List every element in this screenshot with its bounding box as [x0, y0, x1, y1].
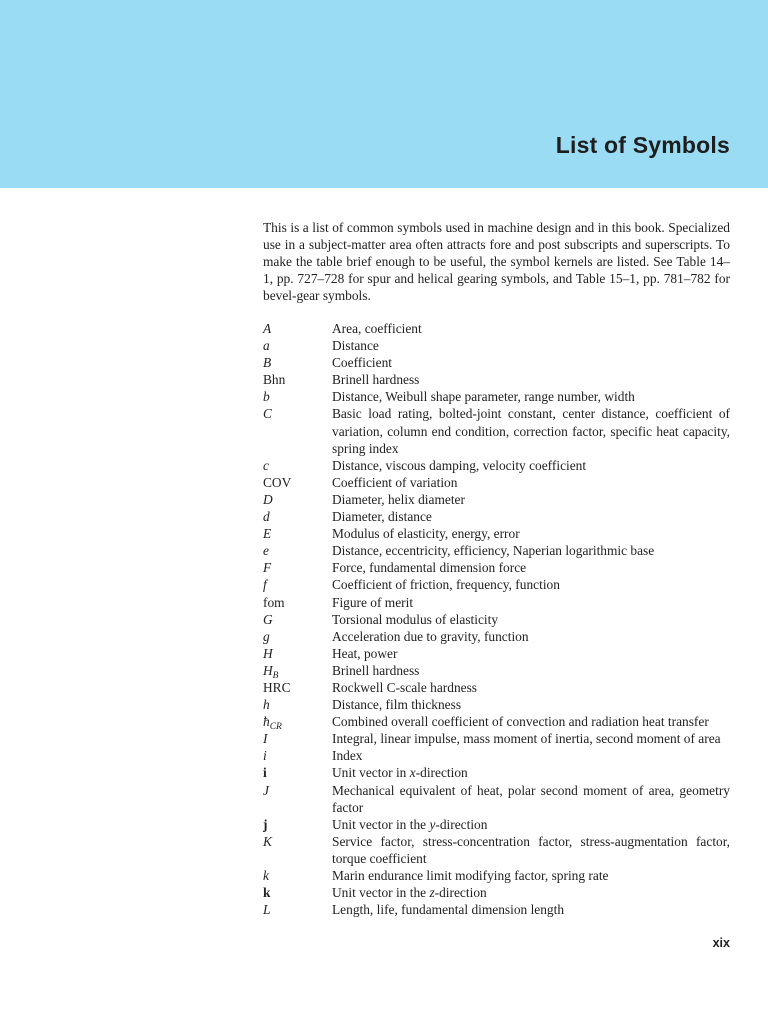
symbol-kernel: [263, 405, 332, 422]
symbol-row: [263, 491, 730, 508]
symbol-kernel: [263, 730, 332, 747]
text-run: Distance, film thickness: [332, 697, 462, 713]
text-run: x: [409, 765, 416, 781]
text-run: HRC: [263, 679, 291, 695]
text-run: g: [263, 628, 270, 644]
text-run: Heat, power: [332, 645, 398, 661]
symbol-row: [263, 730, 730, 747]
symbol-description: [332, 354, 730, 371]
symbol-kernel: [263, 696, 332, 713]
symbol-row: [263, 576, 730, 593]
symbol-description: [332, 320, 730, 337]
text-run: Unit vector in the: [332, 885, 430, 901]
text-run: Service factor, stress-concentration factor, stress-augmentation factor, torque coefficient: [332, 833, 730, 866]
symbol-kernel: [263, 901, 332, 918]
text-run: Rockwell C-scale hardness: [332, 679, 478, 695]
symbol-kernel: [263, 628, 332, 645]
page-title: List of Symbols: [555, 132, 730, 158]
text-run: a: [263, 338, 270, 354]
text-run: F: [263, 560, 272, 576]
symbol-row: [263, 816, 730, 833]
text-run: I: [263, 731, 268, 747]
text-run: b: [263, 389, 270, 405]
text-run: E: [263, 526, 272, 542]
symbol-description: [332, 628, 730, 645]
symbol-kernel: [263, 679, 332, 696]
symbol-kernel: [263, 576, 332, 593]
text-run: Length, life, fundamental dimension length: [332, 902, 565, 918]
symbol-row: [263, 474, 730, 491]
text-run: Torsional modulus of elasticity: [332, 611, 499, 627]
symbol-row: [263, 782, 730, 816]
symbol-description: [332, 611, 730, 628]
text-run: -direction: [415, 765, 468, 781]
symbol-description: [332, 405, 730, 456]
text-run: Coefficient of friction, frequency, function: [332, 577, 560, 593]
symbol-row: [263, 628, 730, 645]
text-run: CR: [269, 722, 282, 733]
symbol-list: [263, 320, 730, 918]
text-run: ħ: [263, 714, 270, 730]
symbol-description: [332, 525, 730, 542]
text-run: H: [263, 662, 273, 678]
symbol-kernel: [263, 747, 332, 764]
symbol-description: [332, 542, 730, 559]
text-run: Distance, eccentricity, efficiency, Naperian logarithmic base: [332, 543, 655, 559]
text-run: B: [272, 670, 279, 681]
text-run: i: [263, 765, 267, 781]
text-run: f: [263, 577, 267, 593]
text-run: Distance, viscous damping, velocity coefficient: [332, 457, 587, 473]
symbol-row: [263, 747, 730, 764]
symbol-row: [263, 611, 730, 628]
symbol-description: [332, 594, 730, 611]
symbol-description: [332, 337, 730, 354]
symbol-description: [332, 491, 730, 508]
symbol-kernel: [263, 833, 332, 850]
symbol-kernel: [263, 388, 332, 405]
symbol-description: [332, 901, 730, 918]
symbol-row: [263, 833, 730, 867]
text-run: z: [429, 885, 435, 901]
text-run: Marin endurance limit modifying factor, spring rate: [332, 868, 609, 883]
symbol-kernel: [263, 337, 332, 354]
symbol-row: [263, 679, 730, 696]
text-run: Brinell hardness: [332, 662, 420, 678]
symbol-kernel: [263, 525, 332, 542]
symbol-description: [332, 713, 730, 730]
text-run: Figure of merit: [332, 594, 414, 610]
text-run: Distance: [332, 338, 379, 354]
symbol-description: [332, 696, 730, 713]
symbol-description: [332, 730, 730, 747]
symbol-kernel: [263, 782, 332, 799]
symbol-row: [263, 713, 730, 733]
symbol-description: [332, 388, 730, 405]
symbol-description: [332, 833, 730, 867]
header-band: [0, 0, 768, 188]
symbol-row: [263, 645, 730, 662]
text-run: Coefficient: [332, 355, 392, 371]
text-run: C: [263, 406, 272, 422]
text-run: Diameter, helix diameter: [332, 491, 465, 507]
text-run: D: [263, 491, 273, 507]
symbol-row: [263, 594, 730, 611]
symbol-kernel: [263, 764, 332, 781]
text-run: L: [263, 902, 271, 918]
text-run: Area, coefficient: [332, 321, 422, 336]
symbol-row: [263, 884, 730, 901]
symbol-description: [332, 508, 730, 525]
text-run: Diameter, distance: [332, 509, 432, 525]
symbol-description: [332, 679, 730, 696]
text-run: Modulus of elasticity, energy, error: [332, 526, 520, 542]
text-run: c: [263, 457, 269, 473]
page-number: xix: [712, 936, 730, 950]
symbol-kernel: [263, 594, 332, 611]
symbol-row: [263, 662, 730, 679]
text-run: Index: [332, 748, 363, 764]
symbol-row: [263, 867, 730, 884]
text-run: Brinell hardness: [332, 372, 420, 388]
text-run: K: [263, 833, 272, 849]
symbol-kernel: [263, 371, 332, 388]
text-run: j: [263, 816, 268, 832]
symbol-description: [332, 782, 730, 816]
text-run: k: [263, 868, 269, 883]
symbol-kernel: [263, 645, 332, 662]
symbol-description: [332, 371, 730, 388]
symbol-row: [263, 405, 730, 456]
symbol-row: [263, 388, 730, 405]
symbol-kernel: [263, 491, 332, 508]
symbol-row: [263, 559, 730, 576]
symbol-kernel: [263, 713, 332, 733]
text-run: h: [263, 697, 270, 713]
text-run: Distance, Weibull shape parameter, range number, width: [332, 389, 635, 405]
symbol-kernel: [263, 457, 332, 474]
symbol-description: [332, 662, 730, 679]
symbol-kernel: [263, 611, 332, 628]
symbol-kernel: [263, 816, 332, 833]
symbol-row: [263, 354, 730, 371]
text-run: -direction: [435, 816, 488, 832]
text-run: y: [429, 816, 436, 832]
symbol-row: [263, 542, 730, 559]
symbol-row: [263, 901, 730, 918]
symbol-kernel: [263, 867, 332, 884]
symbol-row: [263, 764, 730, 781]
symbol-kernel: [263, 559, 332, 576]
symbol-row: [263, 508, 730, 525]
symbol-description: [332, 474, 730, 491]
text-run: J: [263, 782, 269, 798]
text-run: B: [263, 355, 272, 371]
text-run: COV: [263, 474, 292, 490]
text-run: G: [263, 611, 273, 627]
text-run: Integral, linear impulse, mass moment of inertia, second moment of area: [332, 731, 721, 747]
text-run: d: [263, 509, 270, 525]
symbol-kernel: [263, 320, 332, 337]
text-run: H: [263, 645, 273, 661]
text-run: Basic load rating, bolted-joint constant, center distance, coefficient of variation, column end condition, correction factor, specific heat capacity, spring index: [332, 406, 730, 456]
text-run: Combined overall coefficient of convection and radiation heat transfer: [332, 714, 709, 730]
symbol-row: [263, 371, 730, 388]
text-run: A: [263, 321, 272, 336]
symbol-row: [263, 525, 730, 542]
text-run: Acceleration due to gravity, function: [332, 628, 529, 644]
symbol-description: [332, 884, 730, 901]
symbol-kernel: [263, 884, 332, 901]
symbol-row: [263, 696, 730, 713]
symbol-description: [332, 559, 730, 576]
symbol-description: [332, 576, 730, 593]
symbol-row: [263, 457, 730, 474]
text-run: e: [263, 543, 269, 559]
symbol-description: [332, 867, 730, 884]
symbol-description: [332, 457, 730, 474]
text-run: Mechanical equivalent of heat, polar second moment of area, geometry factor: [332, 782, 730, 815]
symbol-kernel: [263, 354, 332, 371]
text-run: Force, fundamental dimension force: [332, 560, 527, 576]
text-run: -direction: [434, 885, 487, 901]
symbol-kernel: [263, 474, 332, 491]
symbol-description: [332, 816, 730, 833]
symbol-description: [332, 764, 730, 781]
intro-paragraph: This is a list of common symbols used in machine design and in this book. Specialized use in a subject-matter area often attracts fore and post subscripts and superscripts. To make the table brief enough to be useful, the symbol kernels are listed. See Table 14–1, pp. 727–728 for spur and helical gearing symbols, and Table 15–1, pp. 781–782 for bevel-gear symbols.: [263, 220, 730, 304]
symbol-kernel: [263, 542, 332, 559]
text-run: Unit vector in the: [332, 816, 430, 832]
text-run: Unit vector in: [332, 765, 410, 781]
text-run: Bhn: [263, 372, 286, 388]
text-run: k: [263, 885, 271, 901]
symbol-row: [263, 337, 730, 354]
symbol-kernel: [263, 508, 332, 525]
symbol-description: [332, 747, 730, 764]
symbol-row: [263, 320, 730, 337]
text-run: Coefficient of variation: [332, 474, 458, 490]
symbol-kernel: [263, 662, 332, 679]
symbol-description: [332, 645, 730, 662]
text-run: fom: [263, 594, 285, 610]
text-run: i: [263, 748, 267, 764]
